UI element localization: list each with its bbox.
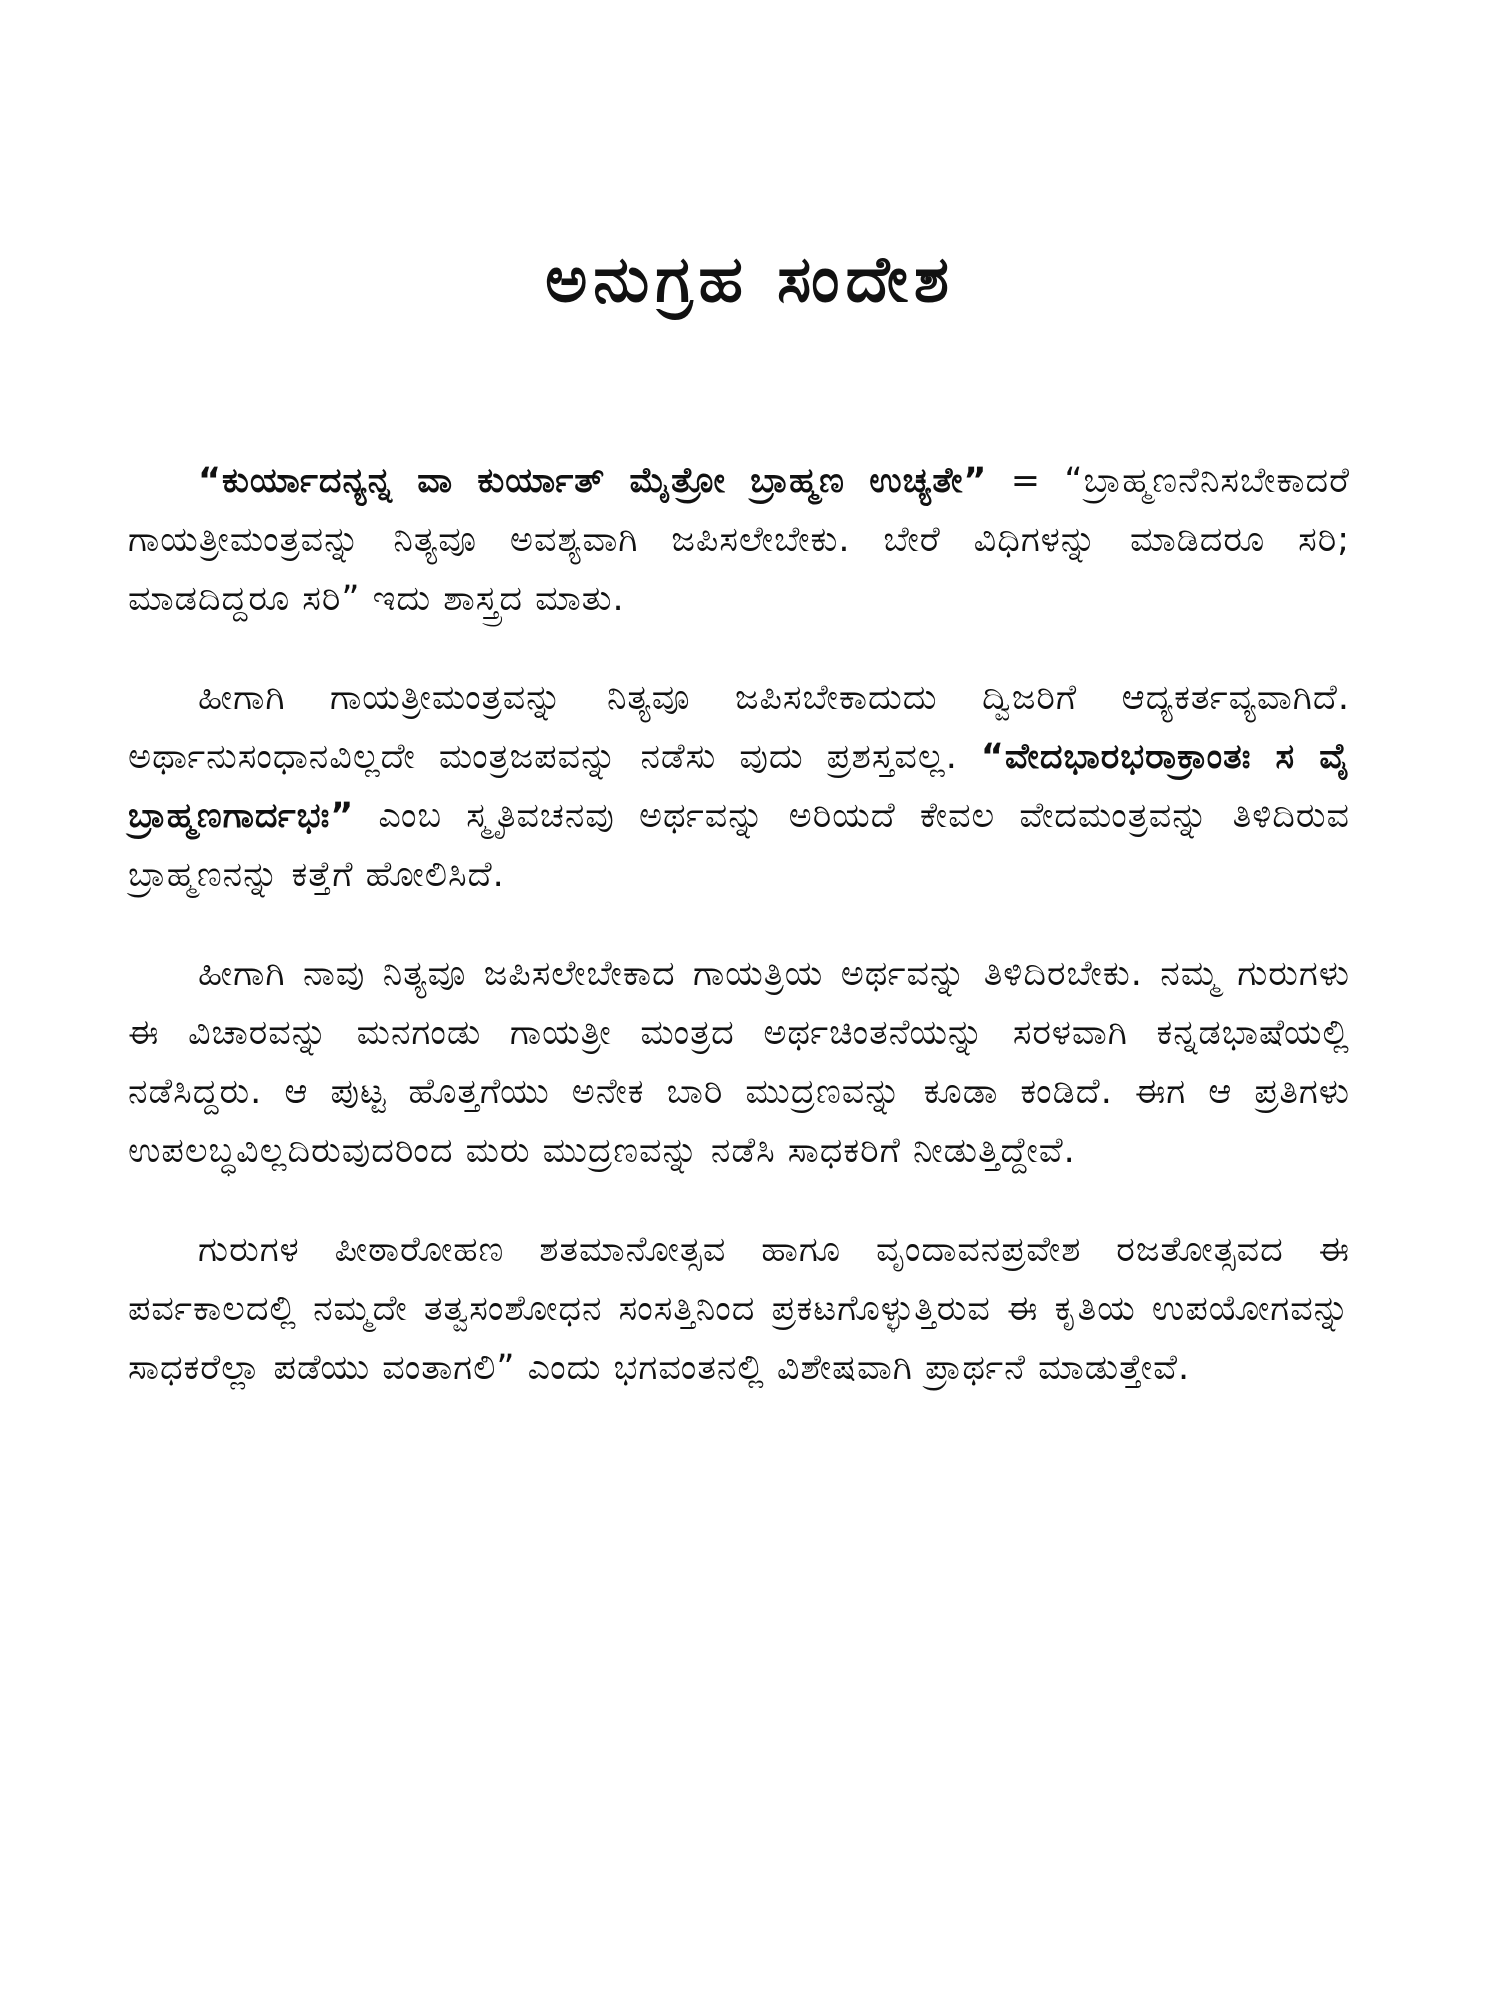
- paragraph-2-quote: “ವೇದಭಾರಭರಾಕ್ರಾಂತಃ ಸ ವೈ ಬ್ರಾಹ್ಮಣಗಾರ್ದಭಃ”: [128, 737, 1351, 836]
- paragraph-2-text-before: ಹೀಗಾಗಿ ಗಾಯತ್ರೀಮಂತ್ರವನ್ನು ನಿತ್ಯವೂ ಜಪಿಸಬೇಕಾದುದು ದ್ವಿಜರಿಗೆ ಆದ್ಯಕರ್ತವ್ಯವಾಗಿದೆ. ಅರ್ಥಾನುಸಂಧಾನವಿಲ್ಲದೇ ಮಂತ್ರಜಪವನ್ನು ನಡೆಸು ವುದು ಪ್ರಶಸ್ತವಲ್ಲ.: [128, 678, 1350, 777]
- page-title: ಅನುಗ್ರಹ ಸಂದೇಶ: [545, 243, 955, 317]
- paragraph-2-text-after: ಎಂಬ ಸ್ಮೃತಿವಚನವು ಅರ್ಥವನ್ನು ಅರಿಯದೆ ಕೇವಲ ವೇದಮಂತ್ರವನ್ನು ತಿಳಿದಿರುವ ಬ್ರಾಹ್ಮಣನನ್ನು ಕತ್ತೆಗೆ ಹೋಲಿಸಿದೆ.: [128, 796, 1350, 895]
- paragraph-4: ಗುರುಗಳ ಪೀಠಾರೋಹಣ ಶತಮಾನೋತ್ಸವ ಹಾಗೂ ವೃಂದಾವನಪ್ರವೇಶ ರಜತೋತ್ಸವದ ಈ ಪರ್ವಕಾಲದಲ್ಲಿ ನಮ್ಮದೇ ತತ್ವಸಂಶೋಧನ ಸಂಸತ್ತಿನಿಂದ ಪ್ರಕಟಗೊಳ್ಳುತ್ತಿರುವ ಈ ಕೃತಿಯ ಉಪಯೋಗವನ್ನು ಸಾಧಕರೆಲ್ಲಾ ಪಡೆಯು ವಂತಾಗಲಿ” ಎಂದು ಭಗವಂತನಲ್ಲಿ ವಿಶೇಷವಾಗಿ ಪ್ರಾರ್ಥನೆ ಮಾಡುತ್ತೇವೆ.: [128, 1230, 1350, 1388]
- paragraph-2: [128, 669, 1350, 905]
- paragraph-1-text: = “ಬ್ರಾಹ್ಮಣನೆನಿಸಬೇಕಾದರೆ ಗಾಯತ್ರೀಮಂತ್ರವನ್ನು ನಿತ್ಯವೂ ಅವಶ್ಯವಾಗಿ ಜಪಿಸಲೇಬೇಕು. ಬೇರೆ ವಿಧಿಗಳನ್ನು ಮಾಡಿದರೂ ಸರಿ; ಮಾಡದಿದ್ದರೂ ಸರಿ” ಇದು ಶಾಸ್ತ್ರದ ಮಾತು.: [128, 461, 1351, 619]
- page-body: [128, 452, 1350, 1438]
- paragraph-3: ಹೀಗಾಗಿ ನಾವು ನಿತ್ಯವೂ ಜಪಿಸಲೇಬೇಕಾದ ಗಾಯತ್ರಿಯ ಅರ್ಥವನ್ನು ತಿಳಿದಿರಬೇಕು. ನಮ್ಮ ಗುರುಗಳು ಈ ವಿಚಾರವನ್ನು ಮನಗಂಡು ಗಾಯತ್ರೀ ಮಂತ್ರದ ಅರ್ಥಚಿಂತನೆಯನ್ನು ಸರಳವಾಗಿ ಕನ್ನಡಭಾಷೆಯಲ್ಲಿ ನಡೆಸಿದ್ದರು. ಆ ಪುಟ್ಟ ಹೊತ್ತಗೆಯು ಅನೇಕ ಬಾರಿ ಮುದ್ರಣವನ್ನು ಕೂಡಾ ಕಂಡಿದೆ. ಈಗ ಆ ಪ್ರತಿಗಳು ಉಪಲಬ್ಧವಿಲ್ಲದಿರುವುದರಿಂದ ಮರು ಮುದ್ರಣವನ್ನು ನಡೆಸಿ ಸಾಧಕರಿಗೆ ನೀಡುತ್ತಿದ್ದೇವೆ.: [128, 954, 1350, 1171]
- paragraph-1-quote: “ಕುರ್ಯಾದನ್ಯನ್ನ ವಾ ಕುರ್ಯಾತ್ ಮೈತ್ರೋ ಬ್ರಾಹ್ಮಣ ಉಚ್ಯತೇ”: [198, 461, 988, 501]
- paragraph-1: [128, 452, 1350, 629]
